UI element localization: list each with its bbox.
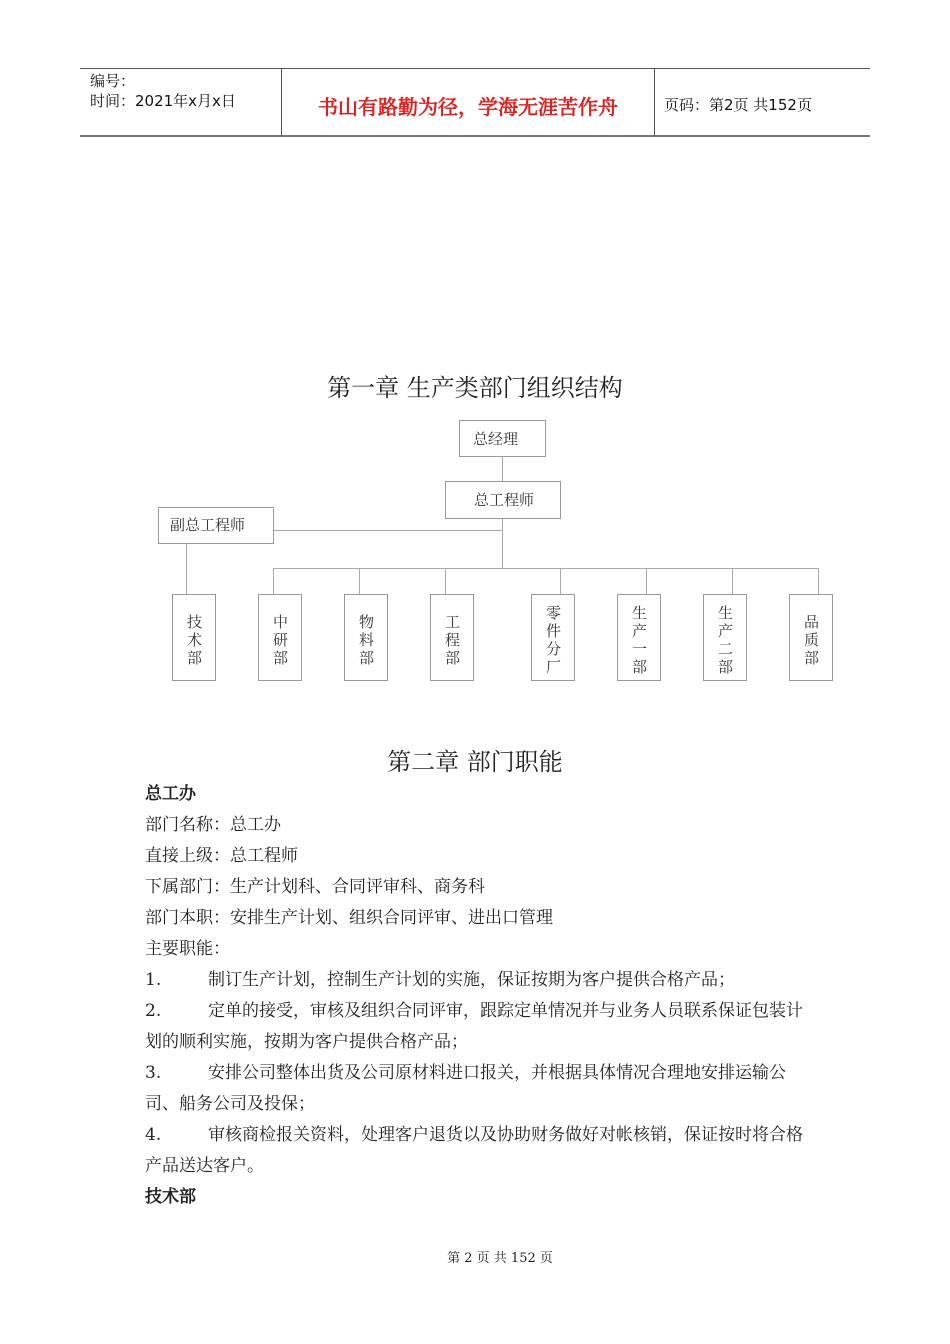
connector <box>359 568 360 594</box>
document-date: 时间：2021年x月x日 <box>90 92 236 110</box>
connector <box>273 568 274 594</box>
connector <box>273 530 502 531</box>
body-line: 下属部门：生产计划科、合同评审科、商务科 <box>145 877 485 897</box>
list-number: 4. <box>145 1125 162 1145</box>
connector <box>273 568 819 569</box>
body-line: 主要职能： <box>145 939 230 959</box>
connector <box>502 518 503 568</box>
list-text: 审核商检报关资料，处理客户退货以及协助财务做好对帐核销，保证按时将合格产品送达客户。 <box>145 1125 803 1176</box>
connector <box>646 568 647 594</box>
connector <box>502 456 503 481</box>
connector <box>560 568 561 594</box>
header-page-info: 页码：第2页 共152页 <box>664 96 812 114</box>
chapter-2-title: 第二章 部门职能 <box>387 748 563 776</box>
body-line: 部门名称：总工办 <box>145 815 281 835</box>
body-line: 部门本职：安排生产计划、组织合同评审、进出口管理 <box>145 908 553 928</box>
org-node-department: 生产二部 <box>703 594 747 681</box>
chapter-1-title: 第一章 生产类部门组织结构 <box>327 374 623 402</box>
org-node-department: 零件分厂 <box>531 594 575 681</box>
list-text: 定单的接受，审核及组织合同评审，跟踪定单情况并与业务人员联系保证包装计划的顺利实施，按期为客户提供合格产品； <box>145 1001 803 1052</box>
org-node-department: 中研部 <box>258 594 302 681</box>
org-node-department: 品质部 <box>789 594 833 681</box>
org-node-department: 工程部 <box>430 594 474 681</box>
list-number: 1. <box>145 970 162 990</box>
header-divider <box>654 68 655 136</box>
body-line: 直接上级：总工程师 <box>145 846 298 866</box>
org-node-department: 技术部 <box>172 594 216 681</box>
org-node-department: 物料部 <box>344 594 388 681</box>
list-item <box>145 996 815 1058</box>
list-text: 安排公司整体出货及公司原材料进口报关，并根据具体情况合理地安排运输公司、船务公司及投保； <box>145 1063 786 1114</box>
page-footer: 第 2 页 共 152 页 <box>447 1251 553 1266</box>
list-item <box>145 965 815 996</box>
section-title: 总工办 <box>145 784 196 804</box>
connector <box>732 568 733 594</box>
org-node-deputy-chief-engineer: 副总工程师 <box>158 507 274 544</box>
section-title: 技术部 <box>145 1187 196 1207</box>
header-motto: 书山有路勤为径，学海无涯苦作舟 <box>318 95 618 119</box>
connector <box>818 568 819 594</box>
list-item <box>145 1058 815 1120</box>
document-body <box>145 779 815 1213</box>
org-node-chief-engineer: 总工程师 <box>445 481 561 519</box>
org-node-general-manager: 总经理 <box>459 420 546 457</box>
header-bottom-rule <box>80 135 870 137</box>
header-top-rule <box>80 68 870 69</box>
list-item <box>145 1120 815 1182</box>
document-number-label: 编号： <box>90 72 136 90</box>
list-text: 制订生产计划，控制生产计划的实施，保证按期为客户提供合格产品； <box>208 970 735 990</box>
list-number: 2. <box>145 1001 162 1021</box>
org-node-department: 生产一部 <box>617 594 661 681</box>
connector <box>186 543 187 594</box>
list-number: 3. <box>145 1063 162 1083</box>
connector <box>445 568 446 594</box>
